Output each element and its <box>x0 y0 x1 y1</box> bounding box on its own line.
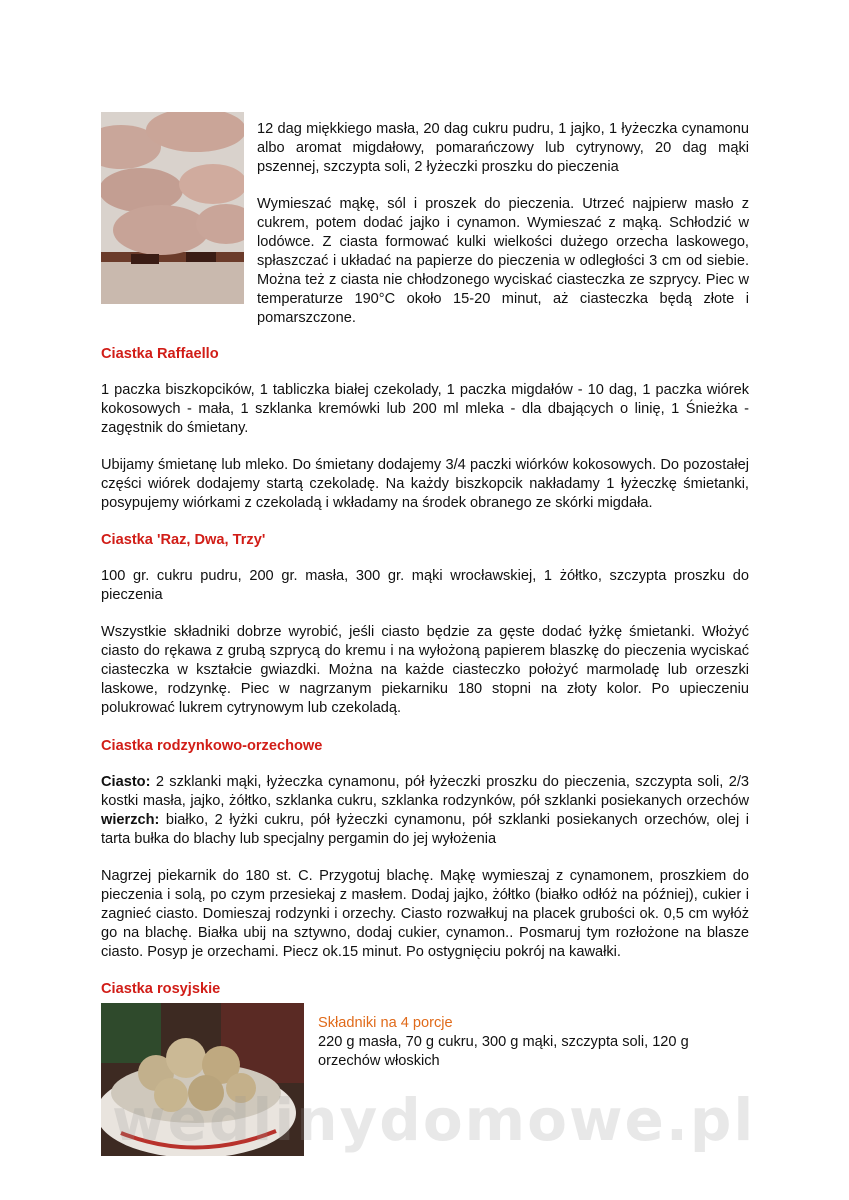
recipe1-method: Wymieszać mąkę, sól i proszek do pieczenia. Utrzeć najpierw masło z cukrem, potem dodać jajko i cynamon. Wymieszać z mąką. Schłodzić w lodówce. Z ciasta formować kulki wielkości dużego orzecha laskowego, spłaszczać i układać na papierze do pieczenia w odległości 3 cm od siebie. Można też z ciasta nie chłodzonego wyciskać ciasteczka ze szprycy. Piec w temperaturze 190°C około 15-20 minut, aż ciasteczka będą złote i pomarszczone. <box>257 196 749 326</box>
dough-label: Ciasto: <box>101 774 151 790</box>
topping-text: białko, 2 łyżki cukru, pół łyżeczki cynamonu, pół szklanki posiekanych orzechów, olej i tarta bułka do blachy lub specjalny pergamin do jej wyłożenia <box>101 812 749 847</box>
recipe4-method: Nagrzej piekarnik do 180 st. C. Przygotuj blachę. Mąkę wymieszaj z cynamonem, proszkiem do pieczenia i solą, po czym przesiekaj z masłem. Dodaj jajko, żółtko (białko odłóż na później), cukier i zagnieć ciasto. Domieszaj rodzynki i orzechy. Ciasto rozwałkuj na placek grubości ok. 0,5 cm wyłóż go na blachę. Białka ubij na sztywno, dodaj cukier, cynamon.. Posmaruj tym rozłożone na blasze ciasto. Posyp je orzechami. Piecz ok.15 minut. Po ostygnięciu pokrój na kawałki. <box>101 868 749 960</box>
recipe5-ingredients-title: Składniki na 4 porcje <box>318 1015 453 1031</box>
dough-text: 2 szklanki mąki, łyżeczka cynamonu, pół łyżeczki proszku do pieczenia, szczypta soli, 2/3 kostki masła, jajko, żółtko, szklanka cukru, szklanka rodzynków, pół szklanki posiekanych orzechów <box>101 774 749 809</box>
recipe2-title: Ciastka Raffaello <box>101 346 219 362</box>
recipe3-method: Wszystkie składniki dobrze wyrobić, jeśli ciasto będzie za gęste dodać łyżkę śmietanki. Włożyć ciasto do rękawa z grubą szprycą do kremu i na wyłożoną papierem blaszkę do pieczenia wyciskać ciasteczka w kształcie gwiazdki. Można na każde ciasteczko położyć marmoladę lub orzeszki laskowe, rodzynkę. Piec w nagrzanym piekarniku 180 stopni na złoty kolor. Po upieczeniu polukrować lukrem cytrynowym lub czekoladą. <box>101 624 749 716</box>
recipe5-ingredients: 220 g masła, 70 g cukru, 300 g mąki, szczypta soli, 120 g orzechów włoskich <box>318 1034 689 1069</box>
recipe4-ingredients <box>101 773 749 849</box>
recipe1-ingredients: 12 dag miękkiego masła, 20 dag cukru pudru, 1 jajko, 1 łyżeczka cynamonu albo aromat migdałowy, pomarańczowy lub cytrynowy, 20 dag mąki pszennej, szczypta soli, 2 łyżeczki proszku do pieczenia <box>257 121 749 175</box>
recipe3-block <box>101 531 749 718</box>
recipe3-ingredients: 100 gr. cukru pudru, 200 gr. masła, 300 gr. mąki wrocławskiej, 1 żółtko, szczypta proszku do pieczenia <box>101 568 749 603</box>
watermark: wedlinydomowe.pl <box>112 1086 756 1154</box>
recipe1-block <box>101 112 749 328</box>
recipe3-title: Ciastka 'Raz, Dwa, Trzy' <box>101 532 266 548</box>
topping-label: wierzch: <box>101 812 160 828</box>
recipe4-block <box>101 737 749 962</box>
recipe4-title: Ciastka rodzynkowo-orzechowe <box>101 738 323 754</box>
recipe2-block <box>101 345 749 513</box>
recipe2-method: Ubijamy śmietanę lub mleko. Do śmietany dodajemy 3/4 paczki wiórków kokosowych. Do pozostałej części wiórek dodajemy startą czekoladę. Na każdy biszkopcik nakładamy 1 łyżeczkę śmietanki, posypujemy wiórkami z czekoladą i wkładamy na środek obranego ze skórki migdała. <box>101 457 749 511</box>
recipe2-ingredients: 1 paczka biszkopcików, 1 tabliczka białej czekolady, 1 paczka migdałów - 10 dag, 1 paczka wiórek kokosowych - mała, 1 szklanka kremówki lub 200 ml mleka - dla dbających o linię, 1 Śnieżka - zagęstnik do śmietany. <box>101 382 749 436</box>
document-page <box>101 112 749 1156</box>
recipe5-title: Ciastka rosyjskie <box>101 981 221 997</box>
cookies-photo <box>101 112 244 304</box>
